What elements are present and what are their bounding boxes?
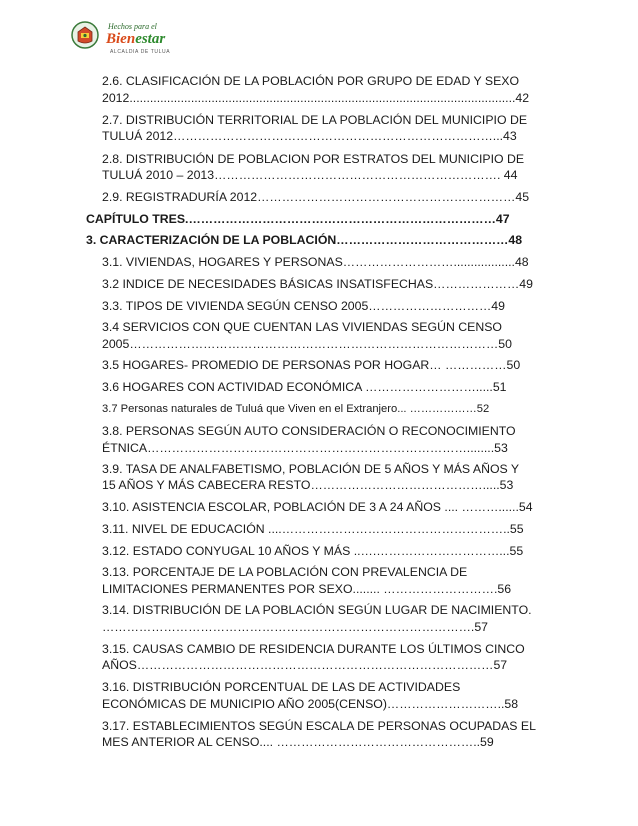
toc-line: 3.13. PORCENTAJE DE LA POBLACIÓN CON PREVALENCIA DE xyxy=(102,565,468,579)
toc-chapter-line: 3. CARACTERIZACIÓN DE LA POBLACIÓN……………………………………48 xyxy=(86,233,523,247)
toc-chapter-line: CAPÍTULO TRES.…………………………………………………………………47 xyxy=(86,212,510,226)
toc-line: 3.7 Personas naturales de Tuluá que Viven en el Extranjero... ………………52 xyxy=(102,403,490,415)
logo-tagline: Hechos para el xyxy=(108,22,157,31)
toc-line: 3.8. PERSONAS SEGÚN AUTO CONSIDERACIÓN O RECONOCIMIENTO xyxy=(102,424,516,438)
toc-line: 3.16. DISTRIBUCIÓN PORCENTUAL DE LAS DE ACTIVIDADES xyxy=(102,680,461,694)
toc-line: ……………………………………………………………………………….57 xyxy=(102,620,489,634)
toc-line: 3.11. NIVEL DE EDUCACIÓN ....………………………………………………..55 xyxy=(102,522,524,536)
toc-line: 3.14. DISTRIBUCIÓN DE LA POBLACIÓN SEGÚN LUGAR DE NACIMIENTO. xyxy=(102,603,532,617)
toc-line: 3.2 INDICE DE NECESIDADES BÁSICAS INSATISFECHAS…………………49 xyxy=(102,277,533,291)
toc-line: 2.7. DISTRIBUCIÓN TERRITORIAL DE LA POBLACIÓN DEL MUNICIPIO DE xyxy=(102,113,528,127)
toc-line: 2.8. DISTRIBUCIÓN DE POBLACION POR ESTRATOS DEL MUNICIPIO DE xyxy=(102,152,525,166)
toc-line: 3.12. ESTADO CONYUGAL 10 AÑOS Y MÁS ..….…………………………...55 xyxy=(102,544,524,558)
toc-line: 3.17. ESTABLECIMIENTOS SEGÚN ESCALA DE PERSONAS OCUPADAS EL xyxy=(102,719,536,733)
toc-line: 3.10. ASISTENCIA ESCOLAR, POBLACIÓN DE 3 A 24 AÑOS .... ………......54 xyxy=(102,500,533,514)
toc-line: 3.5 HOGARES- PROMEDIO DE PERSONAS POR HOGAR… ……………50 xyxy=(102,358,521,372)
toc-line: 2005………………………………………………………………………………50 xyxy=(102,337,512,351)
toc-line: LIMITACIONES PERMANENTES POR SEXO........ ……………………….56 xyxy=(102,582,512,596)
toc-line: 15 AÑOS Y MÁS CABECERA RESTO…………………………………….....53 xyxy=(102,478,514,492)
toc-line: 3.4 SERVICIOS CON QUE CUENTAN LAS VIVIENDAS SEGÚN CENSO xyxy=(102,320,502,334)
toc-line: 3.1. VIVIENDAS, HOGARES Y PERSONAS………………………..................48 xyxy=(102,255,529,269)
toc-line: 3.3. TIPOS DE VIVIENDA SEGÚN CENSO 2005…………………………49 xyxy=(102,299,505,313)
toc-line: 3.9. TASA DE ANALFABETISMO, POBLACIÓN DE 5 AÑOS Y MÁS AÑOS Y xyxy=(102,462,520,476)
toc-line: TULUÁ 2010 – 2013……………………………………………………………. 44 xyxy=(102,168,518,182)
toc-line: ÉTNICA……………………………………………………………………........53 xyxy=(102,441,508,455)
toc-line: 2.9. REGISTRADURÍA 2012………………………………………………………45 xyxy=(102,190,530,204)
header-logo xyxy=(70,18,200,58)
logo-wordmark: Bienestar xyxy=(106,31,166,47)
toc-line: TULUÁ 2012……………………………………………………………………...43 xyxy=(102,129,517,143)
toc-line: AÑOS……………………………………………………………………………57 xyxy=(102,658,508,672)
toc-line: 2012.................................................................................................................42 xyxy=(102,91,530,105)
toc-line: 3.6 HOGARES CON ACTIVIDAD ECONÓMICA ……………………….....51 xyxy=(102,380,507,394)
toc-line: MES ANTERIOR AL CENSO.... …………………………………………..59 xyxy=(102,735,494,749)
logo-subtitle: ALCALDIA DE TULUA xyxy=(110,49,171,55)
toc-line: 3.15. CAUSAS CAMBIO DE RESIDENCIA DURANTE LOS ÚLTIMOS CINCO xyxy=(102,642,525,656)
toc-line: ECONÓMICAS DE MUNICIPIO AÑO 2005(CENSO)………………………..58 xyxy=(102,697,519,711)
toc-line: 2.6. CLASIFICACIÓN DE LA POBLACIÓN POR GRUPO DE EDAD Y SEXO xyxy=(102,74,520,88)
municipal-seal-icon xyxy=(70,20,100,50)
